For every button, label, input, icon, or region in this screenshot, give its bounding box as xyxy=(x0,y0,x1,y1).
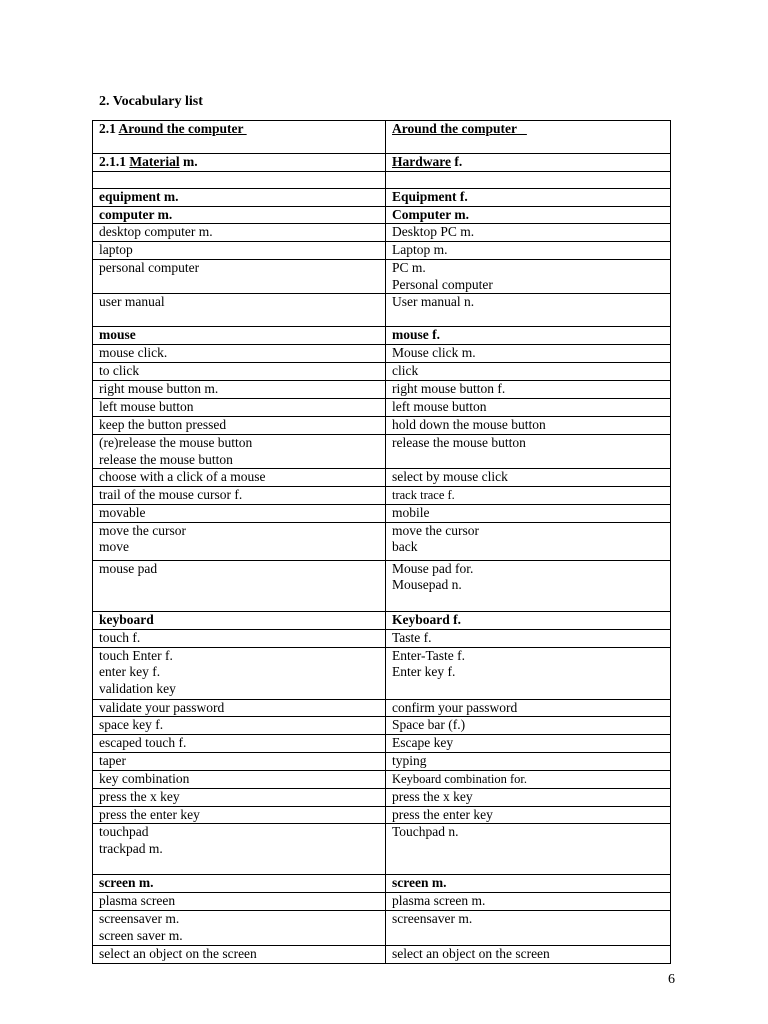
term-text: screen m. xyxy=(99,875,154,890)
german-term-cell xyxy=(386,399,671,417)
term-text: Mouse pad for. xyxy=(392,560,474,576)
term-text: to click xyxy=(99,363,140,378)
term-text: laptop xyxy=(99,242,133,257)
french-term-cell xyxy=(93,381,386,399)
vocabulary-table-body xyxy=(93,121,671,964)
term-text: screen saver m. xyxy=(99,927,183,943)
term-text: plasma screen m. xyxy=(392,893,486,908)
term-text: Enter-Taste f. xyxy=(392,647,465,663)
term-text: back xyxy=(392,539,418,554)
french-term-cell xyxy=(93,699,386,717)
german-term-cell xyxy=(386,363,671,381)
table-row xyxy=(93,875,671,893)
french-term-cell xyxy=(93,753,386,771)
french-term-cell xyxy=(93,788,386,806)
term-text: mouse f. xyxy=(392,327,440,342)
german-term-cell xyxy=(386,206,671,224)
table-row xyxy=(93,260,671,294)
table-row xyxy=(93,717,671,735)
term-text: click xyxy=(392,363,419,378)
term-text: Around the computer xyxy=(118,121,247,136)
table-row xyxy=(93,435,671,469)
table-row xyxy=(93,121,671,154)
table-row xyxy=(93,946,671,964)
german-term-cell xyxy=(386,560,671,611)
german-term-cell xyxy=(386,824,671,875)
term-text: press the x key xyxy=(392,788,473,804)
term-text: Keyboard f. xyxy=(392,611,461,627)
french-term-cell xyxy=(93,224,386,242)
term-text: desktop computer m. xyxy=(99,224,213,239)
german-term-cell xyxy=(386,504,671,522)
german-term-cell xyxy=(386,381,671,399)
term-text: hold down the mouse button xyxy=(392,417,546,432)
term-text: Keyboard combination for. xyxy=(392,771,528,786)
table-row xyxy=(93,172,671,189)
french-term-cell xyxy=(93,206,386,224)
table-row xyxy=(93,735,671,753)
term-text: typing xyxy=(392,753,427,768)
term-text: space key f. xyxy=(99,717,164,732)
vocabulary-table xyxy=(92,120,671,964)
german-term-cell xyxy=(386,435,671,469)
term-text: user manual xyxy=(99,294,165,309)
table-row xyxy=(93,806,671,824)
french-term-cell xyxy=(93,522,386,560)
german-term-cell xyxy=(386,121,671,154)
term-text: Taste f. xyxy=(392,629,432,645)
german-term-cell xyxy=(386,911,671,946)
german-term-cell xyxy=(386,946,671,964)
german-term-cell xyxy=(386,753,671,771)
table-row xyxy=(93,206,671,224)
term-text: Touchpad n. xyxy=(392,824,459,839)
term-text: taper xyxy=(99,753,126,768)
french-term-cell xyxy=(93,824,386,875)
german-term-cell xyxy=(386,735,671,753)
german-term-cell xyxy=(386,893,671,911)
table-row xyxy=(93,469,671,487)
table-row xyxy=(93,911,671,946)
term-text: Mousepad n. xyxy=(392,577,462,592)
table-row xyxy=(93,770,671,788)
french-term-cell xyxy=(93,806,386,824)
french-term-cell xyxy=(93,189,386,207)
term-text: track trace f. xyxy=(392,488,455,502)
german-term-cell xyxy=(386,469,671,487)
french-term-cell xyxy=(93,770,386,788)
term-text: mouse xyxy=(99,327,136,342)
term-text: movable xyxy=(99,504,146,520)
term-text: PC m. xyxy=(392,260,426,275)
german-term-cell xyxy=(386,875,671,893)
term-text: Hardware xyxy=(392,154,451,169)
table-row xyxy=(93,154,671,172)
term-text: 2.1.1 xyxy=(99,154,130,169)
german-term-cell xyxy=(386,699,671,717)
french-term-cell xyxy=(93,946,386,964)
term-text: mobile xyxy=(392,504,430,520)
term-text: move xyxy=(99,539,129,554)
table-row xyxy=(93,487,671,505)
table-row xyxy=(93,824,671,875)
section-heading: 2. Vocabulary list xyxy=(99,94,203,109)
term-text: screensaver m. xyxy=(392,911,473,926)
term-text: Space bar (f.) xyxy=(392,717,466,732)
german-term-cell xyxy=(386,717,671,735)
table-row xyxy=(93,753,671,771)
french-term-cell xyxy=(93,242,386,260)
term-text: mouse click. xyxy=(99,345,168,360)
term-text: select by mouse click xyxy=(392,469,508,484)
term-text: move the cursor xyxy=(392,522,479,538)
table-row xyxy=(93,611,671,629)
french-term-cell xyxy=(93,629,386,647)
table-row xyxy=(93,417,671,435)
term-text: trackpad m. xyxy=(99,840,163,856)
french-term-cell xyxy=(93,121,386,154)
term-text: Desktop PC m. xyxy=(392,224,475,239)
french-term-cell xyxy=(93,647,386,699)
table-row xyxy=(93,345,671,363)
table-row xyxy=(93,294,671,327)
german-term-cell xyxy=(386,327,671,345)
term-text: right mouse button f. xyxy=(392,381,506,396)
term-text: Escape key xyxy=(392,735,454,750)
french-term-cell xyxy=(93,911,386,946)
term-text: f. xyxy=(451,154,463,169)
term-text: Enter key f. xyxy=(392,664,456,679)
table-row xyxy=(93,189,671,207)
german-term-cell xyxy=(386,770,671,788)
term-text: choose with a click of a mouse xyxy=(99,469,266,484)
term-text: enter key f. xyxy=(99,664,161,679)
german-term-cell xyxy=(386,522,671,560)
french-term-cell xyxy=(93,172,386,189)
term-text: Personal computer xyxy=(392,276,493,292)
table-row xyxy=(93,327,671,345)
term-text: User manual n. xyxy=(392,294,475,309)
term-text: Mouse click m. xyxy=(392,345,476,360)
french-term-cell xyxy=(93,735,386,753)
term-text: 2.1 xyxy=(99,121,119,136)
table-row xyxy=(93,893,671,911)
term-text: Material xyxy=(129,154,180,169)
term-text: press the x key xyxy=(99,788,180,804)
term-text: Equipment f. xyxy=(392,189,468,204)
table-row xyxy=(93,224,671,242)
french-term-cell xyxy=(93,487,386,505)
term-text: validation key xyxy=(99,680,176,696)
term-text: personal computer xyxy=(99,260,200,275)
german-term-cell xyxy=(386,806,671,824)
term-text: computer m. xyxy=(99,206,173,222)
table-row xyxy=(93,647,671,699)
term-text: touch f. xyxy=(99,629,141,645)
term-text: equipment m. xyxy=(99,189,179,204)
french-term-cell xyxy=(93,875,386,893)
term-text: Laptop m. xyxy=(392,242,448,257)
term-text: release the mouse button xyxy=(99,451,233,467)
table-row xyxy=(93,629,671,647)
french-term-cell xyxy=(93,260,386,294)
term-text: Around the computer xyxy=(392,121,527,136)
french-term-cell xyxy=(93,327,386,345)
german-term-cell xyxy=(386,417,671,435)
french-term-cell xyxy=(93,399,386,417)
term-text: keyboard xyxy=(99,611,154,627)
german-term-cell xyxy=(386,647,671,699)
table-row xyxy=(93,381,671,399)
french-term-cell xyxy=(93,469,386,487)
term-text: select an object on the screen xyxy=(392,946,550,961)
german-term-cell xyxy=(386,260,671,294)
german-term-cell xyxy=(386,189,671,207)
table-row xyxy=(93,363,671,381)
term-text: touchpad xyxy=(99,824,149,839)
term-text: screen m. xyxy=(392,875,447,890)
german-term-cell xyxy=(386,611,671,629)
german-term-cell xyxy=(386,242,671,260)
term-text: select an object on the screen xyxy=(99,946,257,961)
term-text: left mouse button xyxy=(99,399,194,414)
german-term-cell xyxy=(386,172,671,189)
term-text: right mouse button m. xyxy=(99,381,219,396)
french-term-cell xyxy=(93,560,386,611)
table-row xyxy=(93,399,671,417)
french-term-cell xyxy=(93,345,386,363)
table-row xyxy=(93,560,671,611)
german-term-cell xyxy=(386,154,671,172)
term-text: key combination xyxy=(99,770,190,786)
page-number: 6 xyxy=(668,972,675,987)
german-term-cell xyxy=(386,788,671,806)
term-text: trail of the mouse cursor f. xyxy=(99,487,243,502)
term-text: keep the button pressed xyxy=(99,417,227,432)
table-row xyxy=(93,788,671,806)
french-term-cell xyxy=(93,717,386,735)
term-text: press the enter key xyxy=(392,806,493,822)
term-text: (re)release the mouse button xyxy=(99,435,253,450)
table-row xyxy=(93,242,671,260)
french-term-cell xyxy=(93,893,386,911)
term-text: plasma screen xyxy=(99,893,176,908)
french-term-cell xyxy=(93,363,386,381)
french-term-cell xyxy=(93,294,386,327)
term-text: move the cursor xyxy=(99,522,186,538)
term-text: Computer m. xyxy=(392,206,469,222)
french-term-cell xyxy=(93,154,386,172)
term-text: press the enter key xyxy=(99,806,200,822)
french-term-cell xyxy=(93,435,386,469)
german-term-cell xyxy=(386,294,671,327)
table-row xyxy=(93,522,671,560)
term-text: validate your password xyxy=(99,699,225,715)
term-text: left mouse button xyxy=(392,399,487,414)
french-term-cell xyxy=(93,611,386,629)
term-text: mouse pad xyxy=(99,560,158,576)
term-text: touch Enter f. xyxy=(99,647,173,663)
term-text: escaped touch f. xyxy=(99,735,187,750)
french-term-cell xyxy=(93,504,386,522)
german-term-cell xyxy=(386,345,671,363)
term-text: confirm your password xyxy=(392,699,518,715)
german-term-cell xyxy=(386,224,671,242)
table-row xyxy=(93,504,671,522)
german-term-cell xyxy=(386,629,671,647)
table-row xyxy=(93,699,671,717)
term-text: release the mouse button xyxy=(392,435,526,450)
term-text: m. xyxy=(179,154,198,169)
german-term-cell xyxy=(386,487,671,505)
term-text: screensaver m. xyxy=(99,911,180,926)
french-term-cell xyxy=(93,417,386,435)
